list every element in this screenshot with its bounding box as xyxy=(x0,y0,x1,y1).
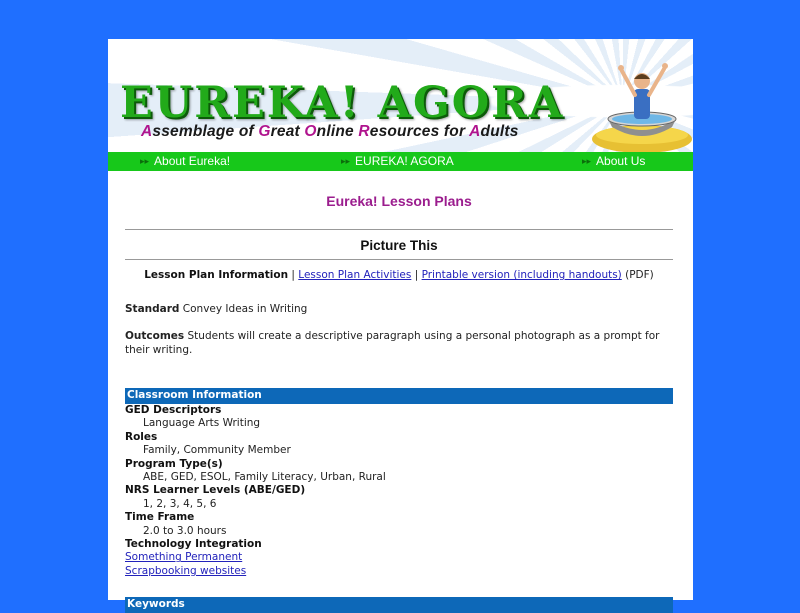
standard-value: Convey Ideas in Writing xyxy=(182,303,308,315)
double-chevron-icon: ▸▸ xyxy=(140,156,150,166)
site-logo-title[interactable]: EUREKA! AGORA xyxy=(120,78,565,128)
double-chevron-icon: ▸▸ xyxy=(341,156,351,166)
technology-integration-label: Technology Integration xyxy=(125,538,262,551)
tagline-cap: R xyxy=(358,123,370,140)
standard-row xyxy=(125,302,673,316)
something-permanent-link[interactable]: Something Permanent xyxy=(125,551,243,564)
nav-bar xyxy=(108,152,693,171)
nav-about-us-label: About Us xyxy=(596,154,646,168)
classroom-info-body xyxy=(125,404,673,578)
nav-about-eureka-label: About Eureka! xyxy=(154,154,231,168)
roles-value: Family, Community Member xyxy=(143,444,291,457)
tagline-cap: A xyxy=(469,123,481,140)
outcomes-value: Students will create a descriptive paragraph using a personal photograph as a prompt for their writing. xyxy=(125,330,660,356)
scrapbooking-websites-link[interactable]: Scrapbooking websites xyxy=(125,564,247,577)
site-tagline xyxy=(141,123,519,141)
ged-descriptors-label: GED Descriptors xyxy=(125,404,222,416)
keywords-header: Keywords xyxy=(125,597,673,613)
current-page-label: Lesson Plan Information xyxy=(144,269,289,281)
time-frame-value: 2.0 to 3.0 hours xyxy=(143,524,227,537)
bathtub-mascot-icon xyxy=(590,53,694,152)
program-type-value: ABE, GED, ESOL, Family Literacy, Urban, Rural xyxy=(143,471,386,484)
double-chevron-icon: ▸▸ xyxy=(582,156,592,166)
site-banner xyxy=(108,39,693,152)
lesson-plan-links xyxy=(125,269,673,281)
link-separator: | xyxy=(414,269,419,281)
printable-version-link[interactable]: Printable version (including handouts) xyxy=(421,269,622,281)
classroom-info-header: Classroom Information xyxy=(125,388,673,404)
outcomes-label: Outcomes xyxy=(125,330,185,342)
nav-eureka-agora-label: EUREKA! AGORA xyxy=(355,154,454,168)
activities-link[interactable]: Lesson Plan Activities xyxy=(298,269,412,281)
tagline-text: ssemblage of xyxy=(152,123,259,140)
nrs-levels-value: 1, 2, 3, 4, 5, 6 xyxy=(143,497,217,510)
main-content xyxy=(108,193,693,613)
lesson-title: Picture This xyxy=(360,238,438,253)
section-title: Eureka! Lesson Plans xyxy=(326,193,472,209)
tagline-text: reat xyxy=(270,123,305,140)
tagline-cap: O xyxy=(304,123,317,140)
divider xyxy=(125,259,673,260)
link-separator: | xyxy=(291,269,295,281)
page-container xyxy=(108,39,693,611)
pdf-label: (PDF) xyxy=(625,269,654,281)
program-type-label: Program Type(s) xyxy=(125,457,223,470)
standard-label: Standard xyxy=(125,303,180,315)
ged-descriptors-value: Language Arts Writing xyxy=(143,417,261,430)
roles-label: Roles xyxy=(125,430,158,443)
tagline-text: nline xyxy=(316,123,359,140)
outcomes-row xyxy=(125,329,673,357)
nrs-levels-label: NRS Learner Levels (ABE/GED) xyxy=(125,484,306,497)
nav-eureka-agora[interactable] xyxy=(341,154,454,168)
nav-about-us[interactable] xyxy=(582,154,645,168)
tagline-text: esources for xyxy=(369,123,470,140)
nav-about-eureka[interactable] xyxy=(140,154,230,168)
tagline-text: dults xyxy=(480,123,519,140)
time-frame-label: Time Frame xyxy=(125,511,195,524)
tagline-cap: G xyxy=(258,123,271,140)
tagline-cap: A xyxy=(141,123,153,140)
